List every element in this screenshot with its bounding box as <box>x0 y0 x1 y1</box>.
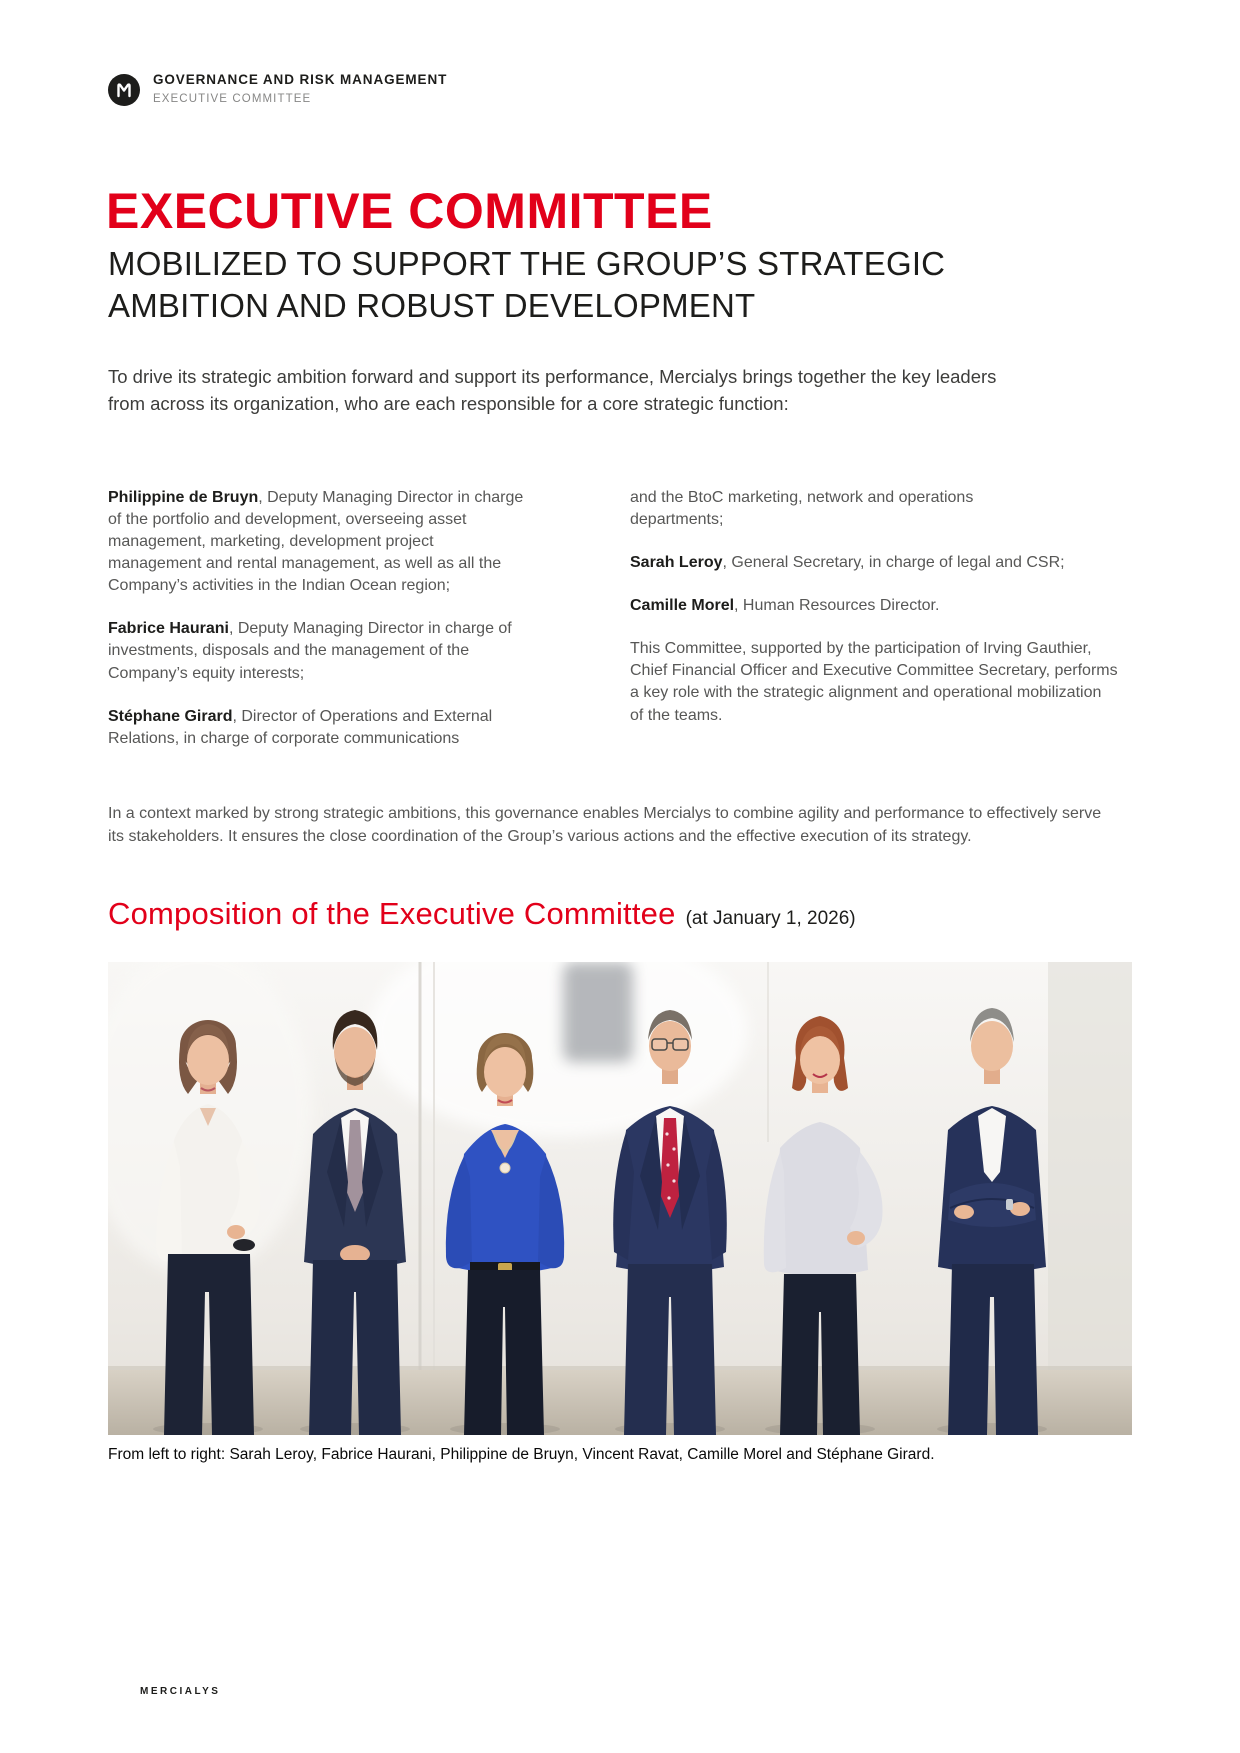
running-header-subsection: EXECUTIVE COMMITTEE <box>153 93 312 105</box>
composition-heading-text: Composition of the Executive Committee <box>108 896 676 931</box>
photo-caption: From left to right: Sarah Leroy, Fabrice Haurani, Philippine de Bruyn, Vincent Ravat, Camille Morel and Stéphane Girard. <box>108 1446 935 1463</box>
person-role: , General Secretary, in charge of legal and CSR; <box>722 554 1065 572</box>
background-screen <box>563 962 633 1062</box>
person-role: and the BtoC marketing, network and operations departments; <box>630 489 974 529</box>
executive-committee-photo <box>108 962 1132 1435</box>
bio-stephane-girard <box>108 706 526 750</box>
person-name: Stéphane Girard <box>108 707 233 725</box>
bio-sarah-leroy <box>630 552 1118 574</box>
bio-camille-morel <box>630 595 1118 617</box>
intro-paragraph: To drive its strategic ambition forward and support its performance, Mercialys brings together the key leaders from across its organization, who are each responsible for a core strategic function: <box>108 366 997 414</box>
bio-philippine-de-bruyn <box>108 487 526 597</box>
bio-column-right <box>630 487 1118 771</box>
wall-panel <box>1048 962 1132 1374</box>
executive-committee-photo-image <box>108 962 1132 1435</box>
footer-brand: MERCIALYS <box>140 1686 221 1697</box>
mercialys-logo-icon <box>108 74 140 106</box>
committee-note-text: This Committee, supported by the participation of Irving Gauthier, Chief Financial Officer and Executive Committee Secretary, performs a key role with the strategic alignment and operational mobilization of the teams. <box>630 640 1118 724</box>
person-role: , Human Resources Director. <box>734 597 940 615</box>
running-header-text <box>153 72 447 105</box>
person-name: Fabrice Haurani <box>108 620 229 638</box>
bio-fabrice-haurani <box>108 618 526 684</box>
page-title: EXECUTIVE COMMITTEE <box>106 183 713 239</box>
bio-columns <box>108 487 1132 771</box>
person-name: Philippine de Bruyn <box>108 489 259 506</box>
bio-continuation <box>630 487 1062 531</box>
person-role: , Deputy Managing Director in charge of investments, disposals and the management of the Company’s equity interests; <box>108 620 512 682</box>
composition-date-note: (at January 1, 2026) <box>685 908 856 929</box>
person-name: Sarah Leroy <box>630 554 723 572</box>
bio-committee-note <box>630 638 1118 726</box>
running-header <box>108 72 447 106</box>
person-role: , Deputy Managing Director in charge of the portfolio and development, overseeing asset management, marketing, development project management and rental management, as well as all the Company’s activities in the Indian Ocean region; <box>108 489 524 595</box>
person-role: , Director of Operations and External Relations, in charge of corporate communications <box>108 707 493 747</box>
bio-column-left <box>108 487 526 771</box>
composition-heading <box>108 896 856 932</box>
page-subtitle: MOBILIZED TO SUPPORT THE GROUP’S STRATEGIC AMBITION AND ROBUST DEVELOPMENT <box>108 245 946 325</box>
running-header-section: GOVERNANCE AND RISK MANAGEMENT <box>153 72 448 87</box>
closing-paragraph: In a context marked by strong strategic ambitions, this governance enables Mercialys to combine agility and performance to effectively serve its stakeholders. It ensures the close coordination of the Group’s various actions and the effective execution of its strategy. <box>108 805 1102 846</box>
person-name: Camille Morel <box>630 597 735 615</box>
